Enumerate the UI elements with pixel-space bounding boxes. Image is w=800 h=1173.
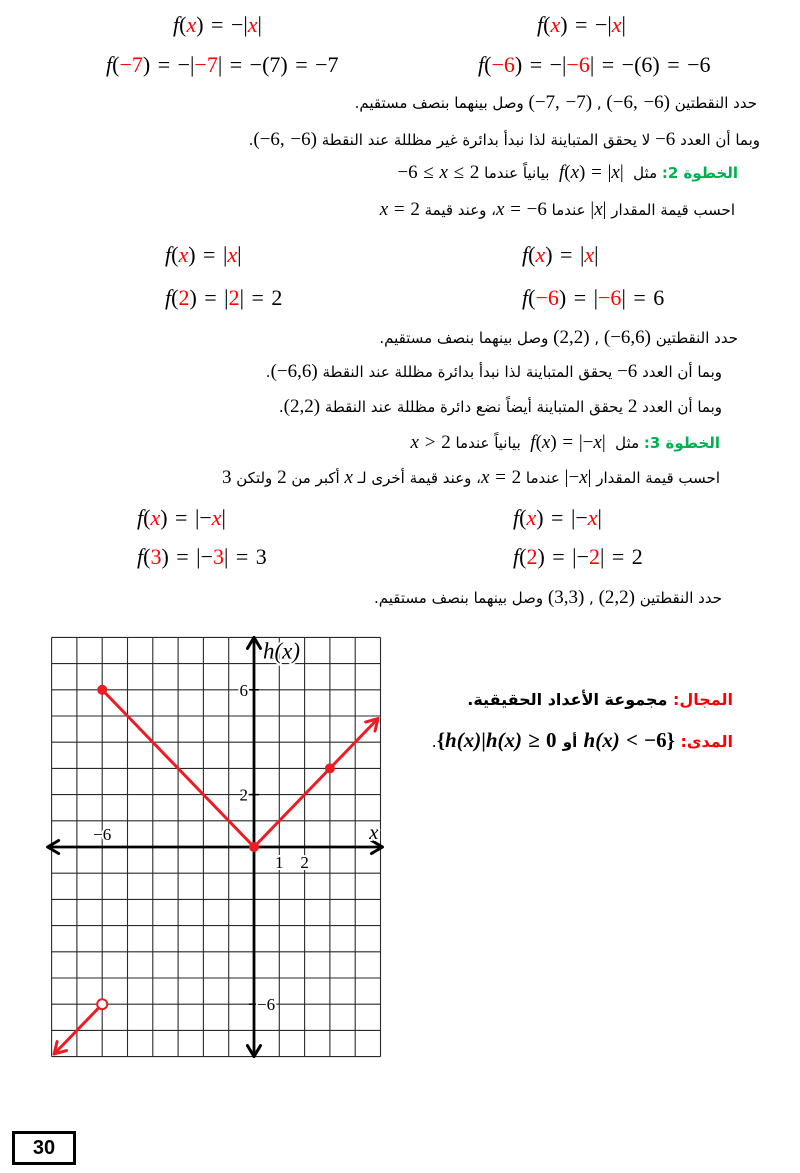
arabic-text: وبما أن العدد bbox=[637, 398, 722, 416]
math-token: = 2 bbox=[489, 467, 522, 488]
math-token: −6 bbox=[617, 361, 638, 382]
math-token: x bbox=[579, 467, 588, 488]
arabic-text: مثل bbox=[623, 164, 662, 182]
arabic-text: . bbox=[278, 398, 284, 416]
inline-math bbox=[604, 327, 651, 348]
highlighted-value: x bbox=[247, 12, 258, 37]
math-token: x bbox=[570, 162, 580, 183]
inline-math bbox=[496, 199, 547, 220]
math-token: (−6, −6) bbox=[253, 129, 317, 150]
equation-left bbox=[137, 505, 226, 531]
equation-right bbox=[513, 544, 643, 570]
closed-circle-note bbox=[266, 359, 722, 385]
math-token: | bbox=[587, 467, 592, 488]
math-token: −6 ≤ bbox=[397, 162, 440, 183]
math-token: ) = | bbox=[545, 242, 585, 267]
math-token: ) = −| bbox=[142, 52, 195, 77]
y-tick-label: 2 bbox=[239, 785, 248, 805]
math-token: ( bbox=[143, 505, 151, 530]
equation-left bbox=[165, 242, 242, 268]
arabic-text: . bbox=[431, 732, 437, 751]
math-token: x bbox=[593, 432, 602, 453]
graph-canvas bbox=[30, 620, 400, 1070]
highlighted-value: x bbox=[178, 242, 189, 267]
inline-math bbox=[397, 162, 479, 183]
arabic-text: . bbox=[248, 131, 254, 149]
highlighted-value: 2 bbox=[228, 285, 240, 310]
inline-math bbox=[565, 467, 592, 488]
range-statement bbox=[432, 727, 733, 753]
math-token: f bbox=[165, 285, 172, 310]
math-token: { bbox=[436, 728, 446, 752]
equation-right bbox=[513, 505, 602, 531]
math-token: h(x) bbox=[583, 728, 620, 752]
math-token: ( bbox=[528, 285, 536, 310]
highlighted-value: 2 bbox=[178, 285, 190, 310]
x-axis-label: x bbox=[369, 820, 379, 844]
math-token: ) = −| bbox=[196, 12, 248, 37]
math-token: | bbox=[597, 505, 602, 530]
arabic-text: مجموعة الأعداد الحقيقية. bbox=[467, 690, 668, 709]
math-token: | bbox=[621, 12, 626, 37]
math-token: | bbox=[481, 728, 486, 752]
math-token: | = −(6) = −6 bbox=[589, 52, 711, 77]
math-token: x bbox=[541, 432, 551, 453]
math-token: | = 2 bbox=[239, 285, 283, 310]
math-token: ( bbox=[564, 162, 571, 183]
highlighted-value: x bbox=[150, 505, 161, 530]
math-token: (2,2) bbox=[598, 587, 635, 608]
inline-math bbox=[253, 129, 317, 150]
arabic-text: . bbox=[265, 363, 271, 381]
math-token: ) = |− bbox=[537, 544, 589, 569]
math-token: ( bbox=[484, 52, 492, 77]
math-token: | = 3 bbox=[224, 544, 267, 569]
math-token: f bbox=[513, 544, 520, 569]
math-token: x bbox=[439, 162, 448, 183]
math-token: h(x) bbox=[485, 728, 523, 752]
math-token: ) = |− bbox=[161, 544, 213, 569]
function-graph bbox=[30, 620, 400, 1070]
y-tick-label: 6 bbox=[239, 680, 248, 700]
step-2-heading bbox=[397, 160, 738, 186]
math-token: ) = |− bbox=[160, 505, 212, 530]
highlighted-value: x bbox=[550, 12, 561, 37]
highlighted-value: x bbox=[611, 12, 622, 37]
arabic-text: , bbox=[584, 589, 599, 607]
math-token: ( bbox=[535, 432, 542, 453]
highlighted-value: 3 bbox=[150, 544, 162, 569]
arabic-text: مثل bbox=[605, 434, 644, 452]
math-token: 3 bbox=[221, 467, 232, 488]
math-token: ( bbox=[171, 242, 179, 267]
math-token: ) = −| bbox=[514, 52, 567, 77]
math-token: x bbox=[496, 199, 505, 220]
highlighted-value: −6 bbox=[535, 285, 559, 310]
inline-math bbox=[344, 467, 352, 488]
math-token: ) = | bbox=[188, 242, 228, 267]
filled-point-marker bbox=[97, 685, 107, 695]
inline-math bbox=[655, 129, 675, 150]
inline-math bbox=[548, 587, 584, 608]
highlighted-value: −6 bbox=[491, 52, 515, 77]
math-token: (−6,6) bbox=[603, 327, 651, 348]
math-token: (−6,6) bbox=[270, 361, 318, 382]
math-token: | = 6 bbox=[621, 285, 665, 310]
equation-left bbox=[173, 12, 262, 38]
step-3-heading bbox=[411, 430, 720, 456]
colored-label: المجال: bbox=[667, 690, 733, 709]
domain-statement bbox=[467, 687, 733, 713]
math-token: 2 bbox=[627, 396, 638, 417]
arabic-text: يحقق المتباينة أيضاً نضع دائرة مظللة عند النقطة bbox=[320, 398, 628, 416]
math-token: ) = −| bbox=[560, 12, 612, 37]
math-token: f bbox=[530, 432, 536, 453]
math-token: (3,3) bbox=[547, 587, 585, 608]
math-token: = 2 bbox=[388, 199, 420, 220]
plot-points-instruction bbox=[379, 325, 738, 351]
math-token: | bbox=[237, 242, 242, 267]
equation-left bbox=[165, 285, 282, 311]
math-token: f bbox=[478, 52, 485, 77]
arabic-text: حدد النقطتين bbox=[651, 329, 738, 347]
arabic-text: عندما bbox=[546, 201, 591, 219]
math-token: f bbox=[522, 285, 529, 310]
arabic-text: حدد النقطتين bbox=[670, 94, 757, 112]
page-number: 30 bbox=[12, 1131, 76, 1165]
math-token: | bbox=[602, 199, 607, 220]
colored-label: الخطوة 3: bbox=[643, 434, 720, 452]
arabic-text: , bbox=[589, 329, 604, 347]
graph-series-line bbox=[254, 719, 378, 847]
calc-instruction bbox=[380, 197, 735, 223]
math-token: (−7, −7) bbox=[528, 92, 593, 113]
arabic-text: وصل بينهما بنصف مستقيم. bbox=[374, 589, 548, 607]
inline-math bbox=[411, 432, 451, 453]
math-token: x bbox=[379, 199, 389, 220]
math-token: −6 bbox=[655, 129, 676, 150]
math-token: | = 2 bbox=[600, 544, 643, 569]
math-token: (−6, −6) bbox=[606, 92, 670, 113]
highlighted-value: x bbox=[211, 505, 222, 530]
highlighted-value: 2 bbox=[589, 544, 600, 569]
plot-points-instruction bbox=[374, 585, 722, 611]
calc-instruction bbox=[222, 465, 720, 491]
arabic-text: وصل بينهما بنصف مستقيم. bbox=[379, 329, 554, 347]
graph-series-line bbox=[54, 1004, 102, 1054]
inline-math bbox=[553, 327, 589, 348]
math-token: | bbox=[619, 162, 624, 183]
highlighted-value: x bbox=[227, 242, 238, 267]
filled-point-marker bbox=[249, 842, 259, 852]
arabic-text: ، وعند قيمة bbox=[419, 201, 496, 219]
inline-math bbox=[559, 162, 624, 183]
inline-math bbox=[606, 92, 670, 113]
inline-math bbox=[380, 199, 420, 220]
inline-math bbox=[437, 728, 675, 752]
math-token: ( bbox=[543, 12, 551, 37]
math-token: |− bbox=[564, 467, 580, 488]
math-token: x bbox=[410, 432, 419, 453]
arabic-text: احسب قيمة المقدار bbox=[591, 469, 720, 487]
arabic-text: وبما أن العدد bbox=[675, 131, 760, 149]
math-token: | bbox=[601, 432, 606, 453]
math-token: h(x) bbox=[445, 728, 482, 752]
math-token: (2,2) bbox=[283, 396, 321, 417]
y-tick-label: −6 bbox=[257, 995, 276, 1015]
highlighted-value: −6 bbox=[566, 52, 590, 77]
arabic-text: وبما أن العدد bbox=[637, 363, 722, 381]
x-tick-label: −6 bbox=[93, 825, 112, 844]
math-token: (2,2) bbox=[553, 327, 590, 348]
math-token: ) = | bbox=[558, 285, 599, 310]
math-token: x bbox=[344, 467, 353, 488]
math-token: | bbox=[590, 199, 595, 220]
math-token: ( bbox=[171, 285, 179, 310]
math-token: | = −(7) = −7 bbox=[217, 52, 339, 77]
math-token: f bbox=[513, 505, 520, 530]
math-token: x bbox=[594, 199, 603, 220]
math-token: ≥ 0 bbox=[522, 728, 563, 752]
highlighted-value: x bbox=[535, 242, 546, 267]
math-token: | bbox=[221, 505, 226, 530]
inline-math bbox=[481, 467, 521, 488]
math-token: x bbox=[611, 162, 620, 183]
math-token: ( bbox=[519, 544, 527, 569]
arabic-text: يحقق المتباينة لذا نبدأ بدائرة مظللة عند النقطة bbox=[317, 363, 618, 381]
math-token: 2 bbox=[277, 467, 287, 488]
arabic-text: حدد النقطتين bbox=[635, 589, 722, 607]
y-axis-label: h(x) bbox=[263, 638, 301, 664]
highlighted-value: 3 bbox=[213, 544, 224, 569]
arabic-text: احسب قيمة المقدار bbox=[606, 201, 735, 219]
math-token: ( bbox=[112, 52, 120, 77]
math-token: f bbox=[522, 242, 529, 267]
highlighted-value: −6 bbox=[598, 285, 622, 310]
arabic-text: عندما bbox=[521, 469, 565, 487]
arabic-text: بيانياً عندما bbox=[450, 434, 531, 452]
math-token: f bbox=[537, 12, 544, 37]
highlighted-value: −7 bbox=[119, 52, 143, 77]
colored-label: المدى: bbox=[674, 732, 733, 751]
x-tick-label: 2 bbox=[300, 853, 309, 872]
arabic-text: بيانياً عندما bbox=[479, 164, 559, 182]
inline-math bbox=[284, 396, 320, 417]
open-point-marker bbox=[97, 999, 107, 1009]
equation-right bbox=[522, 285, 664, 311]
x-tick-label: 1 bbox=[275, 853, 284, 872]
arabic-text: ولتكن bbox=[231, 469, 278, 487]
open-circle-note bbox=[249, 127, 760, 153]
math-token: > 2 bbox=[418, 432, 451, 453]
arabic-text: وصل بينهما بنصف مستقيم. bbox=[354, 94, 529, 112]
closed-circle-note bbox=[279, 394, 722, 420]
math-token: ) = |− bbox=[550, 432, 594, 453]
math-token: ≤ 2 bbox=[447, 162, 480, 183]
math-token: ( bbox=[179, 12, 187, 37]
inline-math bbox=[617, 361, 637, 382]
highlighted-value: −7 bbox=[194, 52, 218, 77]
math-token: ( bbox=[528, 242, 536, 267]
inline-math bbox=[628, 396, 638, 417]
inline-math bbox=[599, 587, 635, 608]
equation-right bbox=[537, 12, 626, 38]
arabic-text: ، وعند قيمة أخرى لـ bbox=[352, 469, 481, 487]
plot-points-instruction bbox=[355, 90, 757, 116]
equation-right bbox=[478, 52, 711, 78]
math-token: أو bbox=[562, 733, 578, 751]
inline-math bbox=[271, 361, 318, 382]
colored-label: الخطوة 2: bbox=[661, 164, 738, 182]
math-token: ) = | bbox=[189, 285, 229, 310]
math-token: = −6 bbox=[504, 199, 547, 220]
arabic-text: أكبر من bbox=[286, 469, 345, 487]
highlighted-value: 2 bbox=[526, 544, 538, 569]
math-token: ( bbox=[143, 544, 151, 569]
math-token: x bbox=[481, 467, 490, 488]
inline-math bbox=[590, 199, 606, 220]
inline-math bbox=[529, 92, 593, 113]
math-token: < −6} bbox=[619, 728, 675, 752]
equation-left bbox=[106, 52, 339, 78]
highlighted-value: x bbox=[587, 505, 598, 530]
inline-math bbox=[277, 467, 287, 488]
math-token: ) = |− bbox=[536, 505, 588, 530]
equation-right bbox=[522, 242, 599, 268]
math-token: f bbox=[137, 505, 144, 530]
math-token: f bbox=[173, 12, 180, 37]
math-token: ( bbox=[519, 505, 527, 530]
math-token: f bbox=[106, 52, 113, 77]
equation-left bbox=[137, 544, 267, 570]
arabic-text: , bbox=[592, 94, 607, 112]
inline-math bbox=[530, 432, 605, 453]
math-token: | bbox=[594, 242, 599, 267]
highlighted-value: x bbox=[526, 505, 537, 530]
math-token: f bbox=[558, 162, 565, 183]
math-token: f bbox=[137, 544, 144, 569]
math-token: f bbox=[165, 242, 172, 267]
math-token: | bbox=[257, 12, 262, 37]
highlighted-value: x bbox=[584, 242, 595, 267]
filled-point-marker bbox=[325, 763, 335, 773]
highlighted-value: x bbox=[186, 12, 197, 37]
arabic-text: لا يحقق المتباينة لذا نبدأ بدائرة غير مظللة عند النقطة bbox=[316, 131, 656, 149]
math-token: ) = | bbox=[579, 162, 612, 183]
